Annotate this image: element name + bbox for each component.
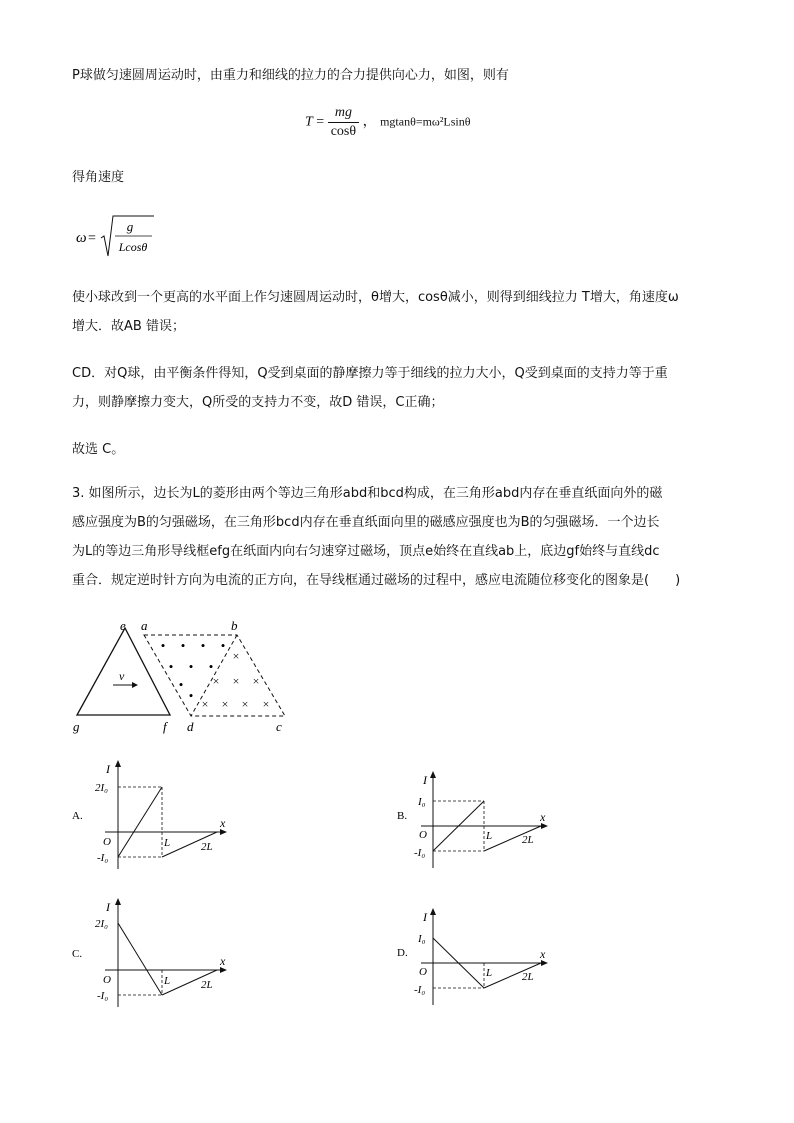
x-tick-L: L: [164, 837, 171, 849]
y-arrow: [115, 760, 121, 767]
paragraph-1: P球做匀速圆周运动时，由重力和细线的拉力的合力提供向心力，如图，则有: [72, 68, 509, 83]
field-dot: •: [180, 638, 186, 653]
graph-line-1: [118, 787, 162, 857]
y-top-label: 2I₀: [95, 918, 108, 930]
y-bottom-label: -I₀: [97, 990, 109, 1002]
x-tick-2L: 2L: [201, 979, 213, 991]
option-c[interactable]: [70, 895, 240, 1007]
option-b-graph: [395, 768, 565, 868]
paragraph-4-line-2: 力，则静摩擦力变大，Q所受的支持力不变，故D 错误，C正确；: [72, 395, 444, 410]
option-a[interactable]: [70, 757, 240, 869]
option-b[interactable]: [395, 768, 565, 868]
label-e: e: [120, 618, 126, 633]
option-a-graph: [70, 757, 240, 869]
eq2-svg: [72, 212, 182, 262]
y-bottom-label: -I₀: [414, 847, 426, 859]
x-tick-2L: 2L: [201, 841, 213, 853]
y-arrow: [430, 908, 436, 915]
option-d[interactable]: [395, 905, 565, 1005]
field-dot: •: [168, 659, 174, 674]
option-label: D.: [397, 947, 408, 959]
x-tick-2L: 2L: [522, 971, 534, 983]
y-arrow: [115, 898, 121, 905]
field-dot: •: [220, 638, 226, 653]
y-axis-label: I: [423, 773, 427, 787]
field-dot: •: [188, 688, 194, 703]
eq2-lhs: ω: [76, 230, 87, 246]
y-arrow: [430, 771, 436, 778]
y-top-label: 2I₀: [95, 782, 108, 794]
x-tick-L: L: [486, 967, 493, 979]
field-cross: ×: [201, 697, 209, 711]
y-axis-label: I: [423, 910, 427, 924]
option-label: B.: [397, 810, 408, 822]
label-v: v: [119, 669, 125, 683]
field-cross: ×: [221, 697, 229, 711]
label-g: g: [73, 719, 80, 734]
x-tick-2L: 2L: [522, 834, 534, 846]
dots-group: [161, 638, 226, 703]
x-axis-label: x: [220, 954, 226, 968]
paragraph-2: 得角速度: [72, 170, 125, 185]
option-label: A.: [72, 810, 83, 822]
origin-label: O: [103, 836, 111, 848]
eq1-equals: =: [316, 114, 325, 130]
origin-label: O: [419, 966, 427, 978]
eq2-num: g: [126, 219, 134, 234]
graph-line-1: [118, 923, 162, 995]
paragraph-4-line-1: CD．对Q球，由平衡条件得知，Q受到桌面的静摩擦力等于细线的拉力大小，Q受到桌面的支持力等于重: [72, 366, 668, 381]
field-cross: ×: [212, 674, 220, 688]
eq2-den: Lcosθ: [118, 240, 148, 254]
field-cross: ×: [252, 674, 260, 688]
field-cross: ×: [241, 697, 249, 711]
eq1-comma: ，: [362, 114, 377, 130]
question-3-line-3: 为L的等边三角形导线框efg在纸面内向右匀速穿过磁场，顶点e始终在直线ab上，底边gf始终与直线dc: [72, 544, 660, 559]
velocity-arrow-head: [132, 682, 138, 688]
eq1-numerator: mg: [328, 104, 359, 123]
question-3-line-1: 3. 如图所示，边长为L的菱形由两个等边三角形abd和bcd构成，在三角形abd内存在垂直纸面向外的磁: [72, 486, 663, 501]
label-f: f: [163, 719, 167, 734]
label-b: b: [231, 618, 238, 633]
label-a: a: [141, 618, 148, 633]
paragraph-3-line-1: 使小球改到一个更高的水平面上作匀速圆周运动时，θ增大，cosθ减小，则得到细线拉力 T增大，角速度ω: [72, 290, 679, 305]
question-3-line-2: 感应强度为B的匀强磁场，在三角形bcd内存在垂直纸面向里的磁感应强度也为B的匀强磁场．一个边长: [72, 515, 660, 530]
label-d: d: [187, 719, 194, 734]
option-label: C.: [72, 948, 83, 960]
y-axis-label: I: [106, 900, 110, 914]
rhombus-figure: [70, 616, 300, 740]
field-dot: •: [188, 659, 194, 674]
x-axis-label: x: [540, 810, 546, 824]
eq1-T: T: [305, 114, 313, 130]
field-cross: ×: [232, 674, 240, 688]
x-tick-L: L: [486, 830, 493, 842]
option-d-graph: [395, 905, 565, 1005]
field-dot: •: [200, 638, 206, 653]
y-top-label: I₀: [418, 796, 426, 808]
field-dot: •: [178, 677, 184, 692]
origin-label: O: [103, 974, 111, 986]
field-cross: ×: [262, 697, 270, 711]
eq1-fraction: [328, 104, 359, 141]
y-bottom-label: -I₀: [414, 984, 426, 996]
label-c: c: [276, 719, 282, 734]
eq2-equals: =: [88, 231, 96, 246]
x-axis-label: x: [220, 816, 226, 830]
equation-omega: [72, 212, 182, 262]
field-cross: ×: [232, 649, 240, 663]
paragraph-3-line-2: 增大．故AB 错误；: [72, 319, 185, 334]
origin-label: O: [419, 829, 427, 841]
option-c-graph: [70, 895, 240, 1007]
field-dot: •: [208, 659, 214, 674]
paragraph-5: 故选 C。: [72, 442, 125, 457]
y-axis-label: I: [106, 762, 110, 776]
equation-tension: [305, 104, 471, 141]
y-bottom-label: -I₀: [97, 852, 109, 864]
eq1-tail: mgtanθ=mω²Lsinθ: [380, 114, 471, 129]
eq1-denominator: cosθ: [330, 124, 357, 139]
field-dot: •: [160, 638, 166, 653]
x-tick-L: L: [164, 975, 171, 987]
x-axis-label: x: [540, 947, 546, 961]
question-3-line-4: 重合．规定逆时针方向为电流的正方向，在导线框通过磁场的过程中，感应电流随位移变化的图象是( ): [72, 573, 681, 588]
y-top-label: I₀: [418, 933, 426, 945]
